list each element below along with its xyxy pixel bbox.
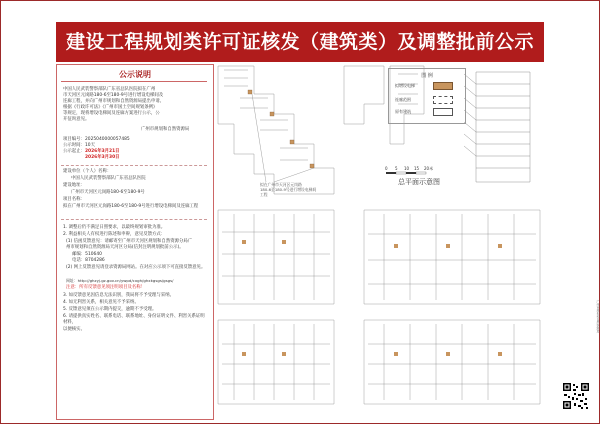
- deadline-label: 公示起止：: [63, 149, 85, 154]
- item-line: 网址：http://ghzyj.gz.gov.cn/ywpd/cxgh/ghxkgsgs/gsgs/: [66, 278, 174, 283]
- floor-plans: [218, 210, 540, 404]
- notice-heading: 公示说明: [119, 70, 151, 79]
- applicant-label: 建设单位（个人）名称：: [63, 169, 112, 174]
- scale-bar: [385, 165, 433, 174]
- divider: [61, 219, 207, 220]
- notice-line: 等规定，现将增设电梯间及连廊方案进行公示，公: [63, 111, 160, 116]
- scale-tick: 15: [414, 166, 420, 171]
- item-line: 3. 如反馈意见因信息无法识别，我局将不予受理与采纳。: [63, 293, 174, 298]
- annotation-line: 180-6至180-9号进行增设电梯间: [260, 187, 317, 192]
- legend-label: 连廊范围: [395, 97, 411, 102]
- address-label: 建设地址：: [63, 183, 85, 188]
- floor-plan-elevator-marks: [242, 240, 502, 356]
- title-banner: [56, 22, 544, 62]
- legend-title: 图 例: [421, 73, 433, 79]
- item-line: 6. 请提供真实姓名、联系电话、联系地址、身份证明文件、利害关系证明材料，: [63, 314, 205, 326]
- qr-code-icon[interactable]: [562, 382, 590, 410]
- item-line: 1. 调整后仍不满足日照要求，以最终规划审批为准。: [63, 225, 166, 230]
- site-plan-title: 总平面示意图: [398, 178, 440, 186]
- date-end: 2026年3月30日: [85, 155, 120, 160]
- legend-swatch-elevator: [433, 82, 453, 90]
- notice-line: 连廊工程，并向广州市规划和自然资源局提出申请。: [63, 99, 164, 104]
- date-start: 2026年3月21日: [85, 149, 120, 154]
- item-line: 州市规划和自然资源局天河区分局(信封注明规划批前公示)。: [66, 245, 184, 250]
- annotation-line: 拟在广州市天河区元岗路: [260, 182, 302, 187]
- section-elevation: [464, 72, 530, 182]
- project-code-label: 项目编号：: [63, 137, 85, 142]
- legend-label: 原有建筑: [395, 109, 411, 114]
- item-warning: 注意：所有反馈意见须注明项目及名称！: [66, 285, 146, 290]
- notice-line: 根据《行政许可法》《广州市国土空间规划条例》: [63, 105, 158, 110]
- item-line: 4. 如无利害关系，相关意见不予采纳。: [63, 300, 139, 305]
- address-value: 广州市天河区元岗路180-6至180-9号: [71, 190, 145, 195]
- item-line: (1) 信函反馈意见：请邮寄至广州市天河区规划和自然资源分局广: [66, 239, 193, 244]
- scale-tick: 0: [385, 166, 388, 171]
- legend-swatch-existing: [433, 108, 453, 116]
- item-line: 5. 反馈意见须在公示期内提交，逾期不予受理。: [63, 307, 157, 312]
- item-line: 电话：8704286: [72, 258, 105, 263]
- qr-caption: 广州市规划和自然资源局: [596, 300, 600, 333]
- item-line: 以便核实。: [63, 327, 85, 332]
- project-code: 2025040000057485: [85, 137, 130, 142]
- legend-label: 拟增设电梯: [395, 83, 415, 88]
- legend-box: [388, 68, 466, 124]
- scale-tick: 10: [404, 166, 410, 171]
- page-title: 建设工程规划类许可证核发（建筑类）及调整批前公示: [65, 31, 534, 53]
- scale-tick: 5: [395, 166, 398, 171]
- notice-heading-rule: [61, 81, 207, 82]
- period-value: 10天: [85, 143, 95, 148]
- notice-line: 中国人民武装警察部队广东省总队医院拟在广州: [63, 87, 156, 92]
- notice-line: 市天河区元岗路180-6至180-9号进行增设电梯间及: [63, 93, 164, 98]
- item-line: 2. 利益相关人有权进行陈述和申辩，意见反馈方式：: [63, 232, 166, 237]
- notice-line: 开征询意见。: [63, 117, 90, 122]
- item-line: 邮编：510640: [72, 252, 102, 257]
- applicant-value: 中国人民武装警察部队广东省总队医院: [71, 176, 146, 181]
- legend-swatch-corridor: [433, 96, 453, 104]
- item-line: (2) 网上反馈意见请登录资源局网站。在对应公示项下可直接反馈意见。: [66, 265, 206, 270]
- divider: [61, 165, 207, 166]
- elevator-markers: [248, 90, 314, 168]
- site-plan-drawing: [214, 64, 544, 418]
- project-label: 项目名称：: [63, 197, 85, 202]
- annotation-line: 工程: [260, 192, 268, 197]
- period-label: 公示时间：: [63, 143, 85, 148]
- annotation-leader: [252, 94, 314, 182]
- notice-panel: [56, 64, 214, 420]
- scale-tick: 20米: [424, 166, 434, 171]
- notice-bureau: 广州市规划和自然资源局: [141, 127, 190, 132]
- project-value: 拟在广州市天河区元岗路180-6至180-9号进行增设电梯间及连廊工程: [63, 204, 199, 209]
